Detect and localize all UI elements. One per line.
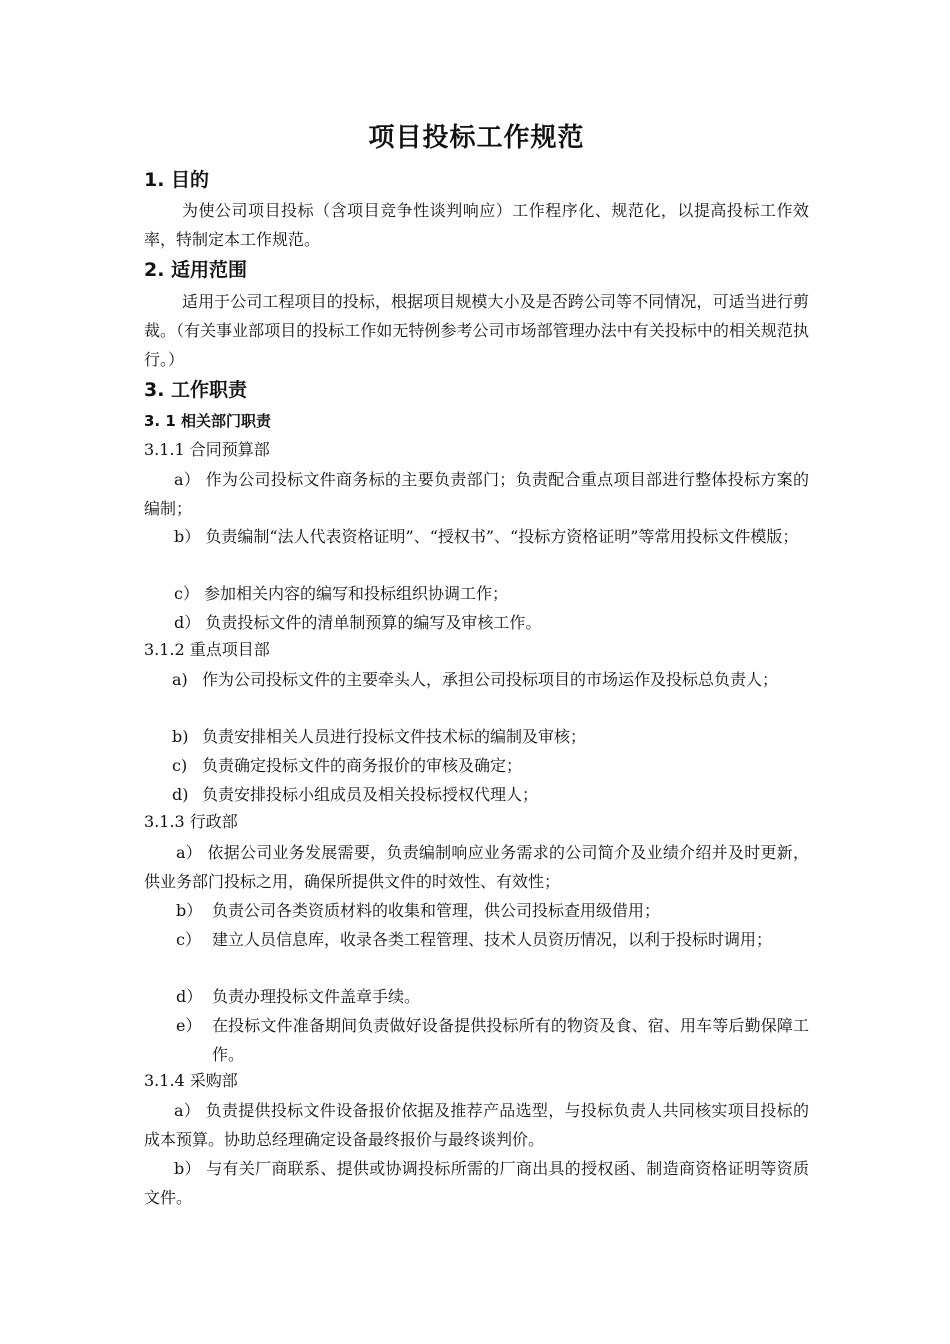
- list-item: a） 作为公司投标文件商务标的主要负责部门；负责配合重点项目部进行整体投标方案的编制；: [144, 470, 809, 518]
- list-marker: c): [172, 756, 188, 775]
- list-item: a） 负责提供投标文件设备报价依据及推荐产品选型，与投标负责人共同核实项目投标的成本预算。协助总经理确定设备最终报价与最终谈判价。: [144, 1101, 809, 1149]
- list-item: [144, 982, 809, 1011]
- list-item: [144, 722, 809, 751]
- list-item-text: 负责公司各类资质材料的收集和管理，供公司投标查用级借用；: [212, 901, 661, 920]
- list-item: b） 与有关厂商联系、提供或协调投标所需的厂商出具的授权函、制造商资格证明等资质文件。: [144, 1159, 809, 1207]
- list-item: [144, 751, 809, 780]
- list-item-text: 负责安排投标小组成员及相关投标授权代理人；: [202, 785, 539, 804]
- list-marker: c）: [176, 930, 201, 949]
- dept-heading-key-projects: 3.1.2 重点项目部: [144, 640, 270, 659]
- list-item-text: 在投标文件准备期间负责做好设备提供投标所有的物资及食、宿、用车等后勤保障工作。: [212, 1016, 809, 1064]
- list-marker: b）: [176, 901, 203, 920]
- list-marker: b): [172, 727, 189, 746]
- list-item: [144, 665, 809, 694]
- dept-heading-admin: 3.1.3 行政部: [144, 812, 238, 831]
- list-item: d） 负责投标文件的清单制预算的编写及审核工作。: [174, 613, 542, 632]
- section-heading-duties: 3. 工作职责: [144, 379, 248, 401]
- list-item-text: 建立人员信息库，收录各类工程管理、技术人员资历情况，以利于投标时调用；: [212, 930, 773, 949]
- section-heading-scope: 2. 适用范围: [144, 259, 248, 281]
- dept-heading-procurement: 3.1.4 采购部: [144, 1071, 238, 1090]
- list-item: [144, 1011, 809, 1069]
- list-item: [144, 896, 809, 925]
- list-marker: d): [172, 785, 189, 804]
- list-marker: a): [172, 670, 188, 689]
- list-marker: d）: [176, 987, 203, 1006]
- list-marker: e）: [176, 1016, 202, 1035]
- list-item-text: 负责安排相关人员进行投标文件技术标的编制及审核；: [202, 727, 587, 746]
- list-item-text: 负责确定投标文件的商务报价的审核及确定；: [202, 756, 523, 775]
- section-heading-purpose: 1. 目的: [144, 169, 210, 191]
- subsection-heading-dept-duties: 3. 1 相关部门职责: [144, 412, 272, 430]
- dept-heading-contract-budget: 3.1.1 合同预算部: [144, 440, 270, 459]
- document-title: 项目投标工作规范: [368, 123, 585, 153]
- list-item: [144, 925, 809, 954]
- list-item-text: 作为公司投标文件的主要牵头人，承担公司投标项目的市场运作及投标总负责人；: [202, 670, 779, 689]
- list-item: a） 依据公司业务发展需要，负责编制响应业务需求的公司简介及业绩介绍并及时更新，供业务部门投标之用，确保所提供文件的时效性、有效性；: [144, 843, 809, 891]
- list-item: [144, 780, 809, 809]
- list-item-text: 负责办理投标文件盖章手续。: [212, 987, 421, 1006]
- list-item: b） 负责编制“法人代表资格证明”、“授权书”、“投标方资格证明”等常用投标文件模版；: [174, 527, 799, 546]
- list-item: c） 参加相关内容的编写和投标组织协调工作；: [174, 584, 509, 603]
- section-purpose-body: 为使公司项目投标（含项目竞争性谈判响应）工作程序化、规范化，以提高投标工作效率，特制定本工作规范。: [144, 201, 809, 249]
- section-scope-body: 适用于公司工程项目的投标，根据项目规模大小及是否跨公司等不同情况，可适当进行剪裁。（有关事业部项目的投标工作如无特例参考公司市场部管理办法中有关投标中的相关规范执行。）: [144, 292, 809, 369]
